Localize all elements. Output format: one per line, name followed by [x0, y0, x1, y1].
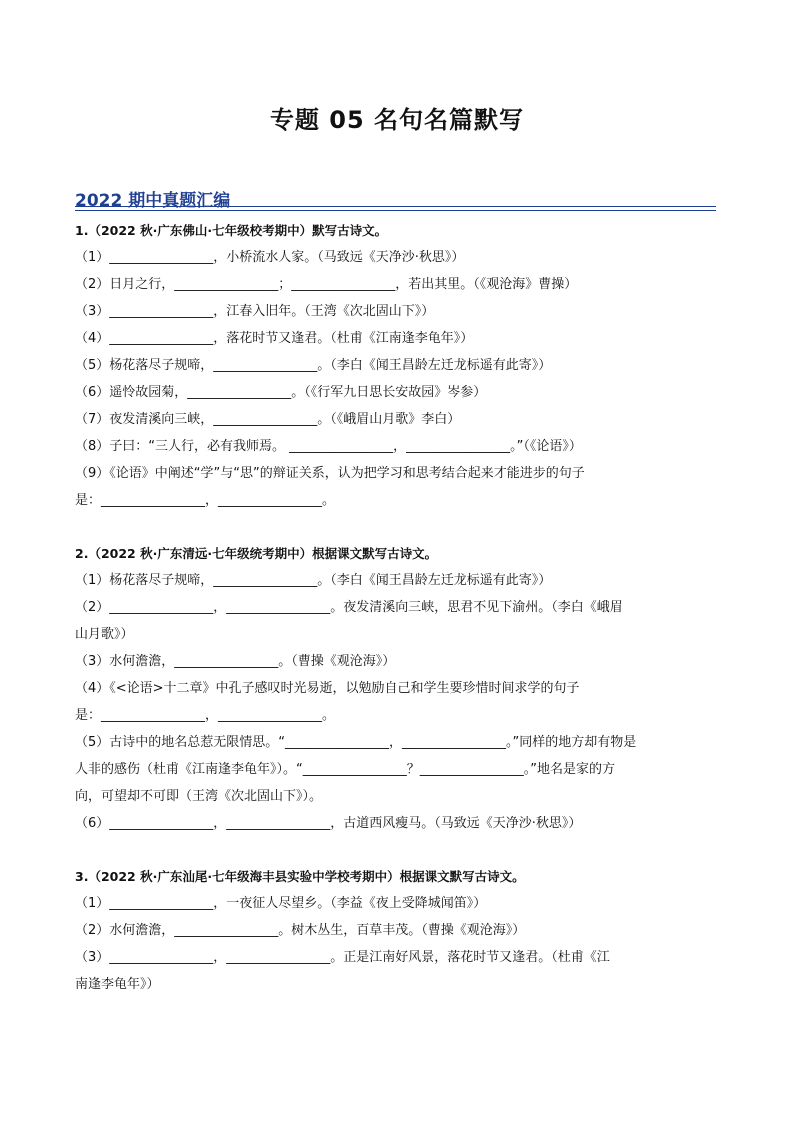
question-line: （7）夜发清溪向三峡，________________。（《峨眉山月歌》李白） — [75, 412, 461, 427]
question-line: （9）《论语》中阐述“学”与“思”的辩证关系，认为把学习和思考结合起来才能进步的句子 — [75, 466, 585, 481]
section-rule-top — [75, 206, 716, 207]
question-title: 3.（2022 秋·广东汕尾·七年级海丰县实验中学校考期中）根据课文默写古诗文。 — [75, 869, 525, 884]
question-line: （4）________________，落花时节又逢君。（杜甫《江南逢李龟年》） — [75, 331, 474, 346]
question-line: 南逢李龟年》） — [75, 977, 160, 992]
question-line: （1）杨花落尽子规啼，________________。（李白《闻王昌龄左迁龙标遥有此寄》） — [75, 573, 552, 588]
question-line: 向，可望却不可即（王湾《次北固山下》）。 — [75, 789, 323, 804]
question-line: （3）水何澹澹，________________。（曹操《观沧海》） — [75, 654, 396, 669]
document-title: 专题 05 名句名篇默写 — [269, 106, 525, 134]
question-line: （8）子曰：“三人行，必有我师焉。 ________________，________________。”（《论语》） — [75, 439, 582, 454]
question-line: （1）________________，一夜征人尽望乡。（李益《夜上受降城闻笛》） — [75, 896, 487, 911]
question-line: 山月歌》） — [75, 627, 134, 642]
question-line: （6）________________，________________，古道西风瘦马。（马致远《天净沙·秋思》） — [75, 816, 582, 831]
question-title: 2.（2022 秋·广东清远·七年级统考期中）根据课文默写古诗文。 — [75, 546, 438, 561]
spacer — [75, 837, 720, 864]
question-line: （3）________________，江春入旧年。（王湾《次北固山下》） — [75, 304, 435, 319]
section-heading: 2022 期中真题汇编 — [75, 191, 231, 211]
question-line: 是：________________，________________。 — [75, 708, 336, 723]
question-list — [75, 218, 720, 998]
question-line: （4）《<论语>十二章》中孔子感叹时光易逝，以勉励自己和学生要珍惜时间求学的句子 — [75, 681, 580, 696]
question-line: （5）杨花落尽子规啼，________________。（李白《闻王昌龄左迁龙标遥有此寄》） — [75, 358, 552, 373]
question-line: （3）________________，________________。正是江南好风景，落花时节又逢君。（杜甫《江 — [75, 950, 610, 965]
question-line: （2）________________，________________。夜发清溪向三峡，思君不见下渝州。（李白《峨眉 — [75, 600, 623, 615]
section-rule-bottom — [75, 210, 716, 211]
question-line: 人非的感伤（杜甫《江南逢李龟年》）。“________________？________________。”地名是家的方 — [75, 762, 615, 777]
question-line: （2）日月之行，________________；________________，若出其里。（《观沧海》曹操） — [75, 277, 578, 292]
question-block — [75, 218, 720, 514]
question-block — [75, 541, 720, 837]
question-line: （6）遥怜故园菊，________________。（《行军九日思长安故园》岑参） — [75, 385, 487, 400]
question-line: 是：________________，________________。 — [75, 493, 336, 508]
question-block — [75, 864, 720, 998]
question-line: （2）水何澹澹，________________。树木丛生，百草丰茂。（曹操《观沧海》） — [75, 923, 526, 938]
question-line: （1）________________，小桥流水人家。（马致远《天净沙·秋思》） — [75, 250, 465, 265]
question-line: （5）古诗中的地名总惹无限情思。“________________，________________。”同样的地方却有物是 — [75, 735, 637, 750]
question-title: 1.（2022 秋·广东佛山·七年级校考期中）默写古诗文。 — [75, 223, 388, 238]
spacer — [75, 514, 720, 541]
